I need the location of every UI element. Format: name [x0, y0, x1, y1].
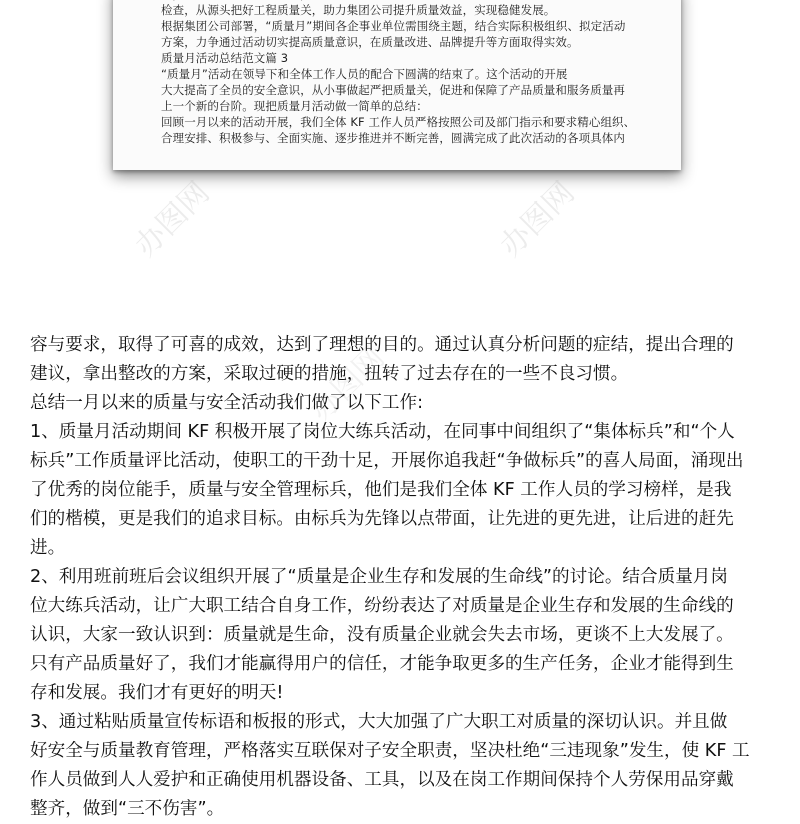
- page-preview-line: 上一个新的台阶。现把质量月活动做一简单的总结：: [161, 99, 428, 113]
- watermark: 办图网: [128, 175, 217, 264]
- document-body: [30, 331, 778, 824]
- page-preview-line: 根据集团公司部署，“质量月”期间各企事业单位需围绕主题，结合实际积极组织、拟定活动: [161, 19, 626, 33]
- watermark: 办图网: [493, 175, 582, 264]
- body-line: 建议，拿出整改的方案，采取过硬的措施，扭转了过去存在的一些不良习惯。: [30, 364, 629, 384]
- body-line: 存和发展。我们才有更好的明天!: [30, 683, 284, 703]
- body-line: 进。: [30, 538, 66, 558]
- body-line: 标兵”工作质量评比活动，使职工的干劲十足，开展你追我赶“争做标兵”的喜人局面，涌现出: [30, 451, 744, 471]
- page-preview-line: “质量月”活动在领导下和全体工作人员的配合下圆满的结束了。这个活动的开展: [161, 67, 568, 81]
- body-line: 1、质量月活动期间 KF 积极开展了岗位大练兵活动，在同事中间组织了“集体标兵”和“个人: [30, 422, 735, 442]
- page-preview-line: 回顾一月以来的活动开展，我们全体 KF 工作人员严格按照公司及部门指示和要求精心组织、: [161, 115, 636, 129]
- body-line: 只有产品质量好了，我们才能赢得用户的信任，才能争取更多的生产任务，企业才能得到生: [30, 654, 734, 674]
- page-preview-text: [161, 0, 661, 146]
- page-preview-line: 质量月活动总结范文篇 3: [161, 51, 289, 65]
- body-line: 3、通过粘贴质量宣传标语和板报的形式，大大加强了广大职工对质量的深切认识。并且做: [30, 712, 728, 732]
- document-page-preview: [113, 0, 681, 170]
- body-line: 总结一月以来的质量与安全活动我们做了以下工作:: [30, 393, 423, 413]
- body-line: 容与要求，取得了可喜的成效，达到了理想的目的。通过认真分析问题的症结，提出合理的: [30, 335, 734, 355]
- body-line: 位大练兵活动，让广大职工结合自身工作，纷纷表达了对质量是企业生存和发展的生命线的: [30, 596, 734, 616]
- body-line: 2、利用班前班后会议组织开展了“质量是企业生存和发展的生命线”的讨论。结合质量月岗: [30, 567, 728, 587]
- preview-area: [0, 0, 800, 320]
- body-line: 了优秀的岗位能手，质量与安全管理标兵，他们是我们全体 KF 工作人员的学习榜样，是我: [30, 480, 732, 500]
- page-preview-line: 大大提高了全员的安全意识，从小事做起严把质量关，促进和保障了产品质量和服务质量再: [161, 83, 625, 97]
- body-line: 们的楷模，更是我们的追求目标。由标兵为先锋以点带面，让先进的更先进，让后进的赶先: [30, 509, 734, 529]
- body-line: 认识，大家一致认识到：质量就是生命，没有质量企业就会失去市场，更谈不上大发展了。: [30, 625, 734, 645]
- body-line: 作人员做到人人爱护和正确使用机器设备、工具，以及在岗工作期间保持个人劳保用品穿戴: [30, 770, 734, 790]
- page-preview-line: 方案，力争通过活动切实提高质量意识，在质量改进、品牌提升等方面取得实效。: [161, 35, 579, 49]
- body-line: 整齐，做到“三不伤害”。: [30, 799, 225, 819]
- body-line: 好安全与质量教育管理，严格落实互联保对子安全职责，坚决杜绝“三违现象”发生，使 KF 工: [30, 741, 750, 761]
- watermark: 办图网: [303, 340, 392, 429]
- page-preview-line: 合理安排、积极参与、全面实施、逐步推进并不断完善，圆满完成了此次活动的各项具体内: [161, 131, 625, 145]
- page-preview-line: 检查，从源头把好工程质量关，助力集团公司提升质量效益，实现稳健发展。: [161, 3, 556, 17]
